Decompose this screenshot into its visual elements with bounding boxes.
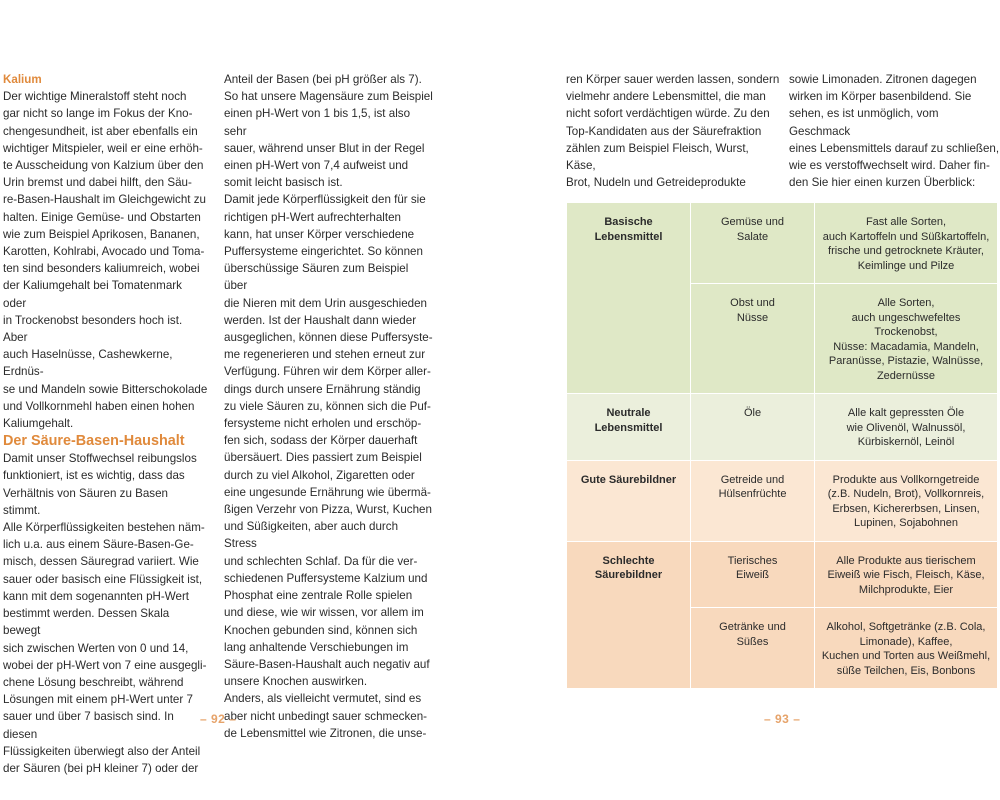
text-line: und schlechten Schlaf. Da für die ver- [224, 554, 418, 568]
text-line: sowie Limonaden. Zitronen dagegen [789, 73, 977, 86]
text-line: Kaliumgehalt. [3, 417, 74, 431]
text-line: sehen, es ist unmöglich, vom Geschmack [789, 107, 939, 138]
text-line: Lebensmittel [594, 421, 663, 434]
text-line: funktioniert, ist es wichtig, dass das [3, 469, 185, 483]
text-line: ßigen Verzehr von Pizza, Wurst, Kuchen [224, 503, 432, 517]
text-line: de Lebensmittel wie Zitronen, die unse- [224, 726, 427, 740]
text-line: chengesundheit, ist aber ebenfalls ein [3, 124, 198, 138]
paragraph-anders [224, 690, 434, 742]
text-line: schiedenen Puffersysteme Kalzium und [224, 571, 428, 585]
right-page-column-1 [566, 71, 780, 191]
text-line: der Säuren (bei pH kleiner 7) oder der [3, 761, 199, 775]
text-line: misch, dessen Säuregrad variiert. Wie [3, 555, 199, 569]
text-line: wie Olivenöl, Walnussöl, [846, 421, 966, 434]
text-line: zu viele Säuren zu, können sich die Puf- [224, 399, 431, 413]
paragraph-saeure-basen [3, 450, 208, 777]
text-line: eine ungesunde Ernährung wie übermä- [224, 485, 431, 499]
text-line: sauer, während unser Blut in der Regel [224, 141, 425, 155]
heading-kalium: Kalium [3, 73, 42, 86]
text-line: überschüssige Säuren zum Beispiel über [224, 262, 409, 293]
left-page-column-1 [3, 71, 208, 777]
text-line: Lösungen mit einem pH-Wert unter 7 [3, 693, 193, 707]
page-number-left: – 92 – [200, 712, 237, 726]
text-line: somit leicht basisch ist. [224, 176, 343, 190]
text-line: und Süßigkeiten, aber auch durch Stress [224, 520, 399, 551]
paragraph-kalium [3, 88, 208, 432]
text-line: Verhältnis von Säuren zu Basen stimmt. [3, 486, 168, 517]
text-line: Brot, Nudeln und Getreideprodukte [566, 176, 746, 190]
text-line: Damit jede Körperflüssigkeit den für sie [224, 193, 426, 207]
table-row [567, 541, 998, 608]
text-line: wichtiger Mitspieler, weil er eine erhöh- [3, 141, 203, 155]
paragraph-ueberblick [789, 71, 1000, 191]
text-line: te Ausscheidung von Kalzium über den [3, 159, 204, 173]
text-line: Produkte aus Vollkorngetreide [832, 473, 980, 486]
text-line: Knochen gebunden sind, können sich [224, 623, 418, 637]
text-line: richtigen pH-Wert aufrechterhalten [224, 210, 401, 224]
table-row [567, 460, 998, 541]
text-line: wie zum Beispiel Aprikosen, Bananen, [3, 227, 200, 241]
text-line: ten sind besonders kaliumreich, wobei [3, 262, 200, 276]
text-line: Karotten, Kohlrabi, Avocado und Toma- [3, 245, 205, 259]
text-line: chene Lösung beschreibt, während [3, 675, 184, 689]
subcategory-tierisches-eiweiss [691, 541, 815, 608]
paragraph-puffersysteme [224, 191, 434, 690]
text-line: auch Haselnüsse, Cashewkerne, Erdnüs- [3, 348, 173, 379]
text-line: Puffersysteme eingerichtet. So können [224, 245, 423, 259]
text-line: Keimlinge und Pilze [857, 259, 955, 272]
category-gute-saeurebildner [567, 460, 691, 541]
text-line: Süßes [736, 635, 769, 648]
text-line: re-Basen-Haushalt im Gleichgewicht zu [3, 193, 206, 207]
text-line: und diese, wie wir wissen, vor allem im [224, 606, 424, 620]
text-line: Milchprodukte, Eier [858, 583, 954, 596]
paragraph-ph-intro [224, 71, 434, 191]
text-line: sauer und über 7 basisch sind. In diesen [3, 710, 174, 741]
text-line: ausgeglichen, können diese Puffersyste- [224, 331, 433, 345]
subcategory-getraenke-suesses [691, 608, 815, 689]
text-line: kann, hat unser Körper verschiedene [224, 227, 415, 241]
text-line: auch ungeschwefeltes Trockenobst, [851, 311, 961, 338]
text-line: Gemüse und [721, 216, 784, 228]
text-line: Alle kalt gepressten Öle [847, 407, 965, 419]
text-line: Urin bremst und dabei hilft, den Säu- [3, 176, 192, 190]
text-line: auch Kartoffeln und Süßkartoffeln, [822, 230, 990, 243]
text-line: zählen zum Beispiel Fleisch, Wurst, Käse, [566, 141, 749, 173]
text-line: Zedernüsse [876, 369, 936, 382]
text-line: fersysteme nicht erholen und erschöp- [224, 417, 422, 431]
page-number-right: – 93 – [764, 712, 801, 726]
text-line: Tierisches [727, 554, 778, 567]
text-line: Basische [604, 216, 653, 228]
text-line: unsere Knochen auswirken. [224, 675, 368, 689]
subcategory-oele [691, 394, 815, 461]
text-line: in Trockenobst besonders hoch ist. Aber [3, 313, 183, 345]
text-line: Salate [736, 230, 769, 243]
paragraph-saeurefraktion [566, 71, 780, 191]
text-line: Kürbiskernöl, Leinöl [857, 436, 955, 448]
text-line: Alkohol, Softgetränke (z.B. Cola, [826, 621, 986, 633]
subcategory-getreide-huelsenfruechte [691, 460, 815, 541]
description-oele [815, 394, 998, 461]
category-basische-lebensmittel [567, 203, 691, 394]
text-line: Säure-Basen-Haushalt auch negativ auf [224, 657, 430, 671]
text-line: kann mit dem sogenannten pH-Wert [3, 589, 190, 603]
food-classification-table [566, 202, 998, 689]
subcategory-gemuese-salate [691, 203, 815, 284]
text-line: der Kaliumgehalt bei Tomatenmark oder [3, 279, 182, 310]
text-line: Damit unser Stoffwechsel reibungslos [3, 452, 197, 466]
text-line: wobei der pH-Wert von 7 eine ausgegli- [3, 658, 207, 672]
text-line: übersäuert. Dies passiert zum Beispiel [224, 451, 422, 465]
description-getreide-huelsenfruechte [815, 460, 998, 541]
text-line: me regenerieren und stehen erneut zur [224, 348, 426, 362]
text-line: die Nieren mit dem Urin ausgeschieden [224, 296, 427, 310]
text-line: Neutrale [606, 407, 651, 419]
text-line: und Vollkornmehl haben einen hohen [3, 399, 195, 413]
text-line: sauer oder basisch eine Flüssigkeit ist, [3, 572, 203, 586]
text-line: Eiweiß wie Fisch, Fleisch, Käse, [827, 569, 985, 581]
text-line: vielmehr andere Lebensmittel, die man [566, 90, 766, 104]
text-line: wirken im Körper basenbildend. Sie [789, 90, 972, 104]
text-line: Verfügung. Führen wir dem Körper aller- [224, 365, 431, 379]
text-line: Paranüsse, Pistazie, Walnüsse, [828, 355, 984, 367]
text-line: lich u.a. aus einem Säure-Basen-Ge- [3, 538, 194, 552]
text-line: nicht sofort verdächtigen würde. Zu den [566, 107, 770, 121]
text-line: Hülsenfrüchte [718, 488, 787, 500]
text-line: Lupinen, Sojabohnen [854, 517, 958, 529]
table-row [567, 394, 998, 461]
text-line: Gute Säurebildner [580, 473, 677, 486]
text-line: Lebensmittel [594, 230, 663, 243]
text-line: Alle Sorten, [877, 297, 935, 309]
text-line: So hat unsere Magensäure zum Beispiel [224, 90, 433, 104]
text-line: Obst und [730, 297, 775, 309]
text-line: wie es verstoffwechselt wird. Daher fin- [789, 159, 990, 173]
text-line: Getreide und [720, 473, 785, 486]
text-line: Kuchen und Torten aus Weißmehl, [821, 650, 991, 662]
text-line: Limonade), Kaffee, [859, 635, 953, 648]
description-tierisches-eiweiss [815, 541, 998, 608]
text-line: Schlechte [602, 554, 655, 567]
text-line: gar nicht so lange im Fokus der Kno- [3, 107, 193, 121]
text-line: werden. Ist der Haushalt dann wieder [224, 313, 417, 327]
right-page-column-2 [789, 71, 1000, 191]
text-line: Alle Körperflüssigkeiten bestehen näm- [3, 521, 205, 535]
text-line: durch zu viel Alkohol, Zigaretten oder [224, 468, 415, 482]
text-line: süße Teilchen, Eis, Bonbons [836, 664, 976, 677]
text-line: fen sich, sodass der Körper dauerhaft [224, 434, 418, 448]
description-obst-nuesse [815, 284, 998, 394]
text-line: Nüsse: Macadamia, Mandeln, [833, 340, 979, 353]
text-line: den Sie hier einen kurzen Überblick: [789, 176, 976, 190]
text-line: einen pH-Wert von 7,4 aufweist und [224, 159, 409, 173]
text-line: Fast alle Sorten, [865, 216, 947, 228]
text-line: Öle [743, 407, 762, 419]
text-line: aber nicht unbedingt sauer schmecken- [224, 709, 428, 723]
text-line: Anteil der Basen (bei pH größer als 7). [224, 73, 422, 86]
text-line: Nüsse [736, 311, 769, 324]
category-schlechte-saeurebildner [567, 541, 691, 689]
text-line: Anders, als vielleicht vermutet, sind es [224, 692, 422, 706]
text-line: frische und getrocknete Kräuter, [828, 245, 984, 257]
text-line: dings durch unsere Ernährung ständig [224, 382, 421, 396]
left-page-column-2 [224, 71, 434, 742]
text-line: bestimmt werden. Dessen Skala bewegt [3, 607, 170, 638]
text-line: Der wichtige Mineralstoff steht noch [3, 90, 187, 104]
text-line: Top-Kandidaten aus der Säurefraktion [566, 124, 762, 138]
text-line: lang anhaltende Verschiebungen im [224, 640, 409, 654]
text-line: einen pH-Wert von 1 bis 1,5, ist also sehr [224, 107, 411, 138]
text-line: Phosphat eine zentrale Rolle spielen [224, 589, 413, 603]
text-line: Flüssigkeiten überwiegt also der Anteil [3, 744, 201, 758]
text-line: eines Lebensmittels darauf zu schließen, [789, 141, 1000, 155]
subcategory-obst-nuesse [691, 284, 815, 394]
text-line: Getränke und [719, 621, 786, 633]
text-line: se und Mandeln sowie Bitterschokolade [3, 382, 208, 396]
text-line: (z.B. Nudeln, Brot), Vollkornreis, [827, 488, 985, 500]
text-line: Alle Produkte aus tierischem [836, 554, 976, 567]
text-line: Eiweiß [735, 569, 769, 581]
text-line: halten. Einige Gemüse- und Obstarten [3, 210, 201, 224]
description-gemuese-salate [815, 203, 998, 284]
text-line: Säurebildner [594, 569, 663, 581]
table-row [567, 203, 998, 284]
text-line: Erbsen, Kichererbsen, Linsen, [832, 502, 980, 515]
description-getraenke-suesses [815, 608, 998, 689]
heading-saeure-basen-haushalt: Der Säure-Basen-Haushalt [3, 433, 185, 450]
text-line: ren Körper sauer werden lassen, sondern [566, 73, 780, 86]
category-neutrale-lebensmittel [567, 394, 691, 461]
text-line: sich zwischen Werten von 0 und 14, [3, 641, 189, 655]
